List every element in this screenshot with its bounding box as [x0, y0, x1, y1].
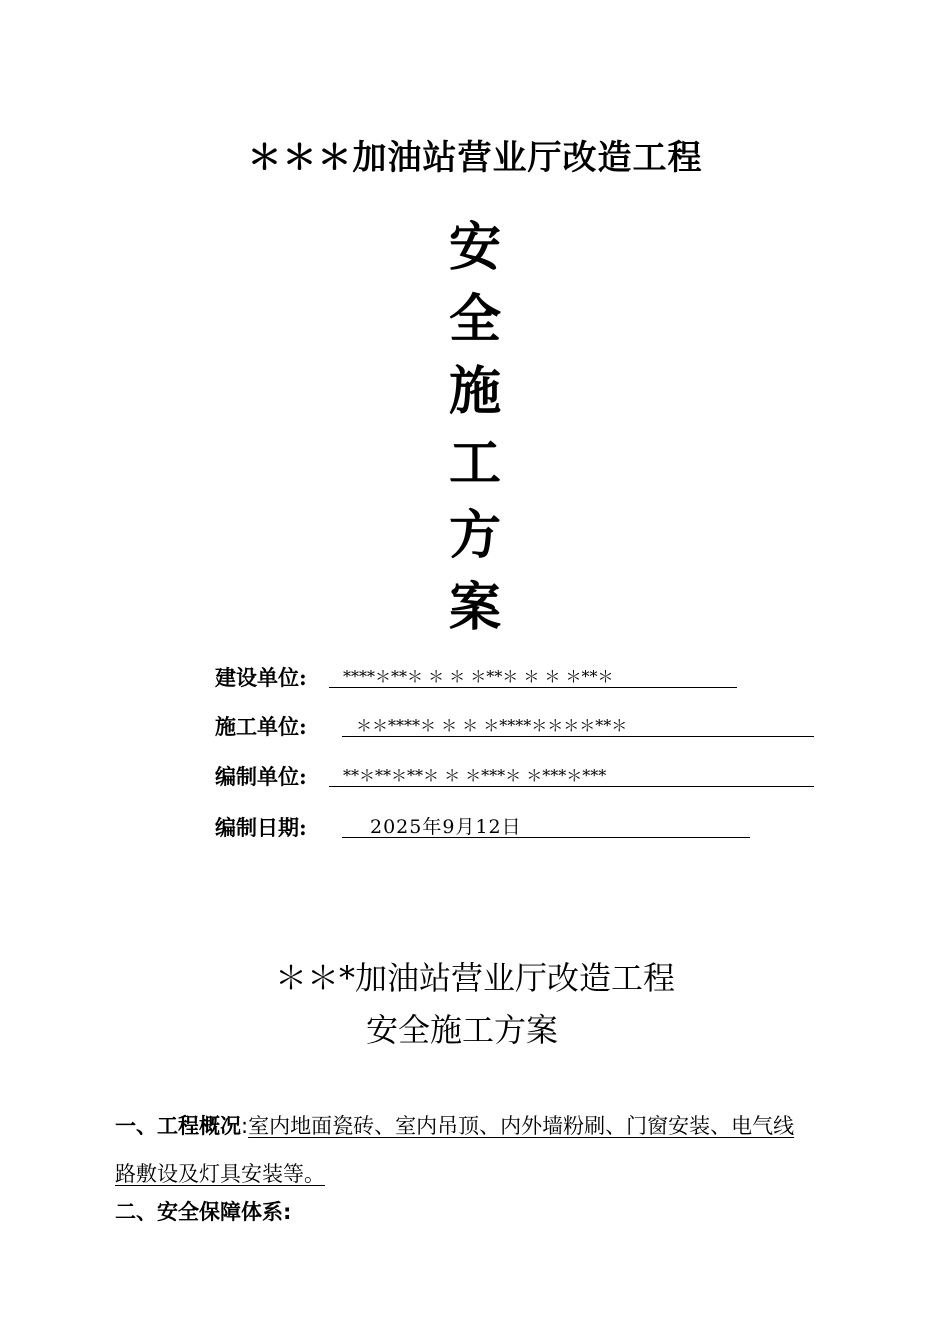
vertical-title-char: 案 — [448, 577, 501, 638]
section1-paragraph-cont — [115, 1160, 850, 1188]
document-title-line1: ＊＊*加油站营业厅改造工程 — [274, 959, 675, 997]
section1-separator: : — [241, 1114, 249, 1138]
builder-unit-label: 施工单位: — [215, 714, 307, 739]
construction-unit-value: ****＊**＊ ＊ ＊ ＊**＊ ＊ ＊ ＊**＊ — [329, 664, 737, 688]
vertical-title-char: 全 — [448, 289, 501, 350]
construction-unit-label: 建设单位: — [215, 665, 307, 690]
document-title-line2: 安全施工方案 — [365, 1011, 558, 1049]
section1-paragraph — [115, 1112, 850, 1140]
section1-text-line1: 室内地面瓷砖、室内吊顶、内外墙粉刷、门窗安装、电气线 — [248, 1114, 795, 1138]
vertical-title-char: 方 — [448, 505, 501, 566]
editor-unit-label: 编制单位: — [215, 764, 307, 789]
section1-text-line2: 路敷设及灯具安装等。 — [115, 1162, 325, 1186]
vertical-title-char: 工 — [448, 433, 501, 494]
section2-paragraph — [115, 1198, 850, 1226]
editor-unit-value: **＊**＊**＊ ＊ ＊***＊ ＊***＊*** — [329, 763, 814, 787]
builder-unit-value: ＊＊****＊ ＊ ＊ ＊****＊＊＊＊**＊ — [342, 713, 814, 737]
vertical-title-char: 安 — [448, 217, 501, 278]
section1-heading: 一、工程概况 — [115, 1114, 241, 1138]
vertical-title-char: 施 — [448, 361, 501, 422]
section2-heading: 二、安全保障体系: — [115, 1200, 292, 1224]
edit-date-value: 2025年9月12日 — [342, 814, 750, 838]
cover-vertical-title — [0, 212, 950, 644]
cover-title: ＊＊＊加油站营业厅改造工程 — [247, 138, 703, 178]
edit-date-label: 编制日期: — [215, 815, 307, 840]
